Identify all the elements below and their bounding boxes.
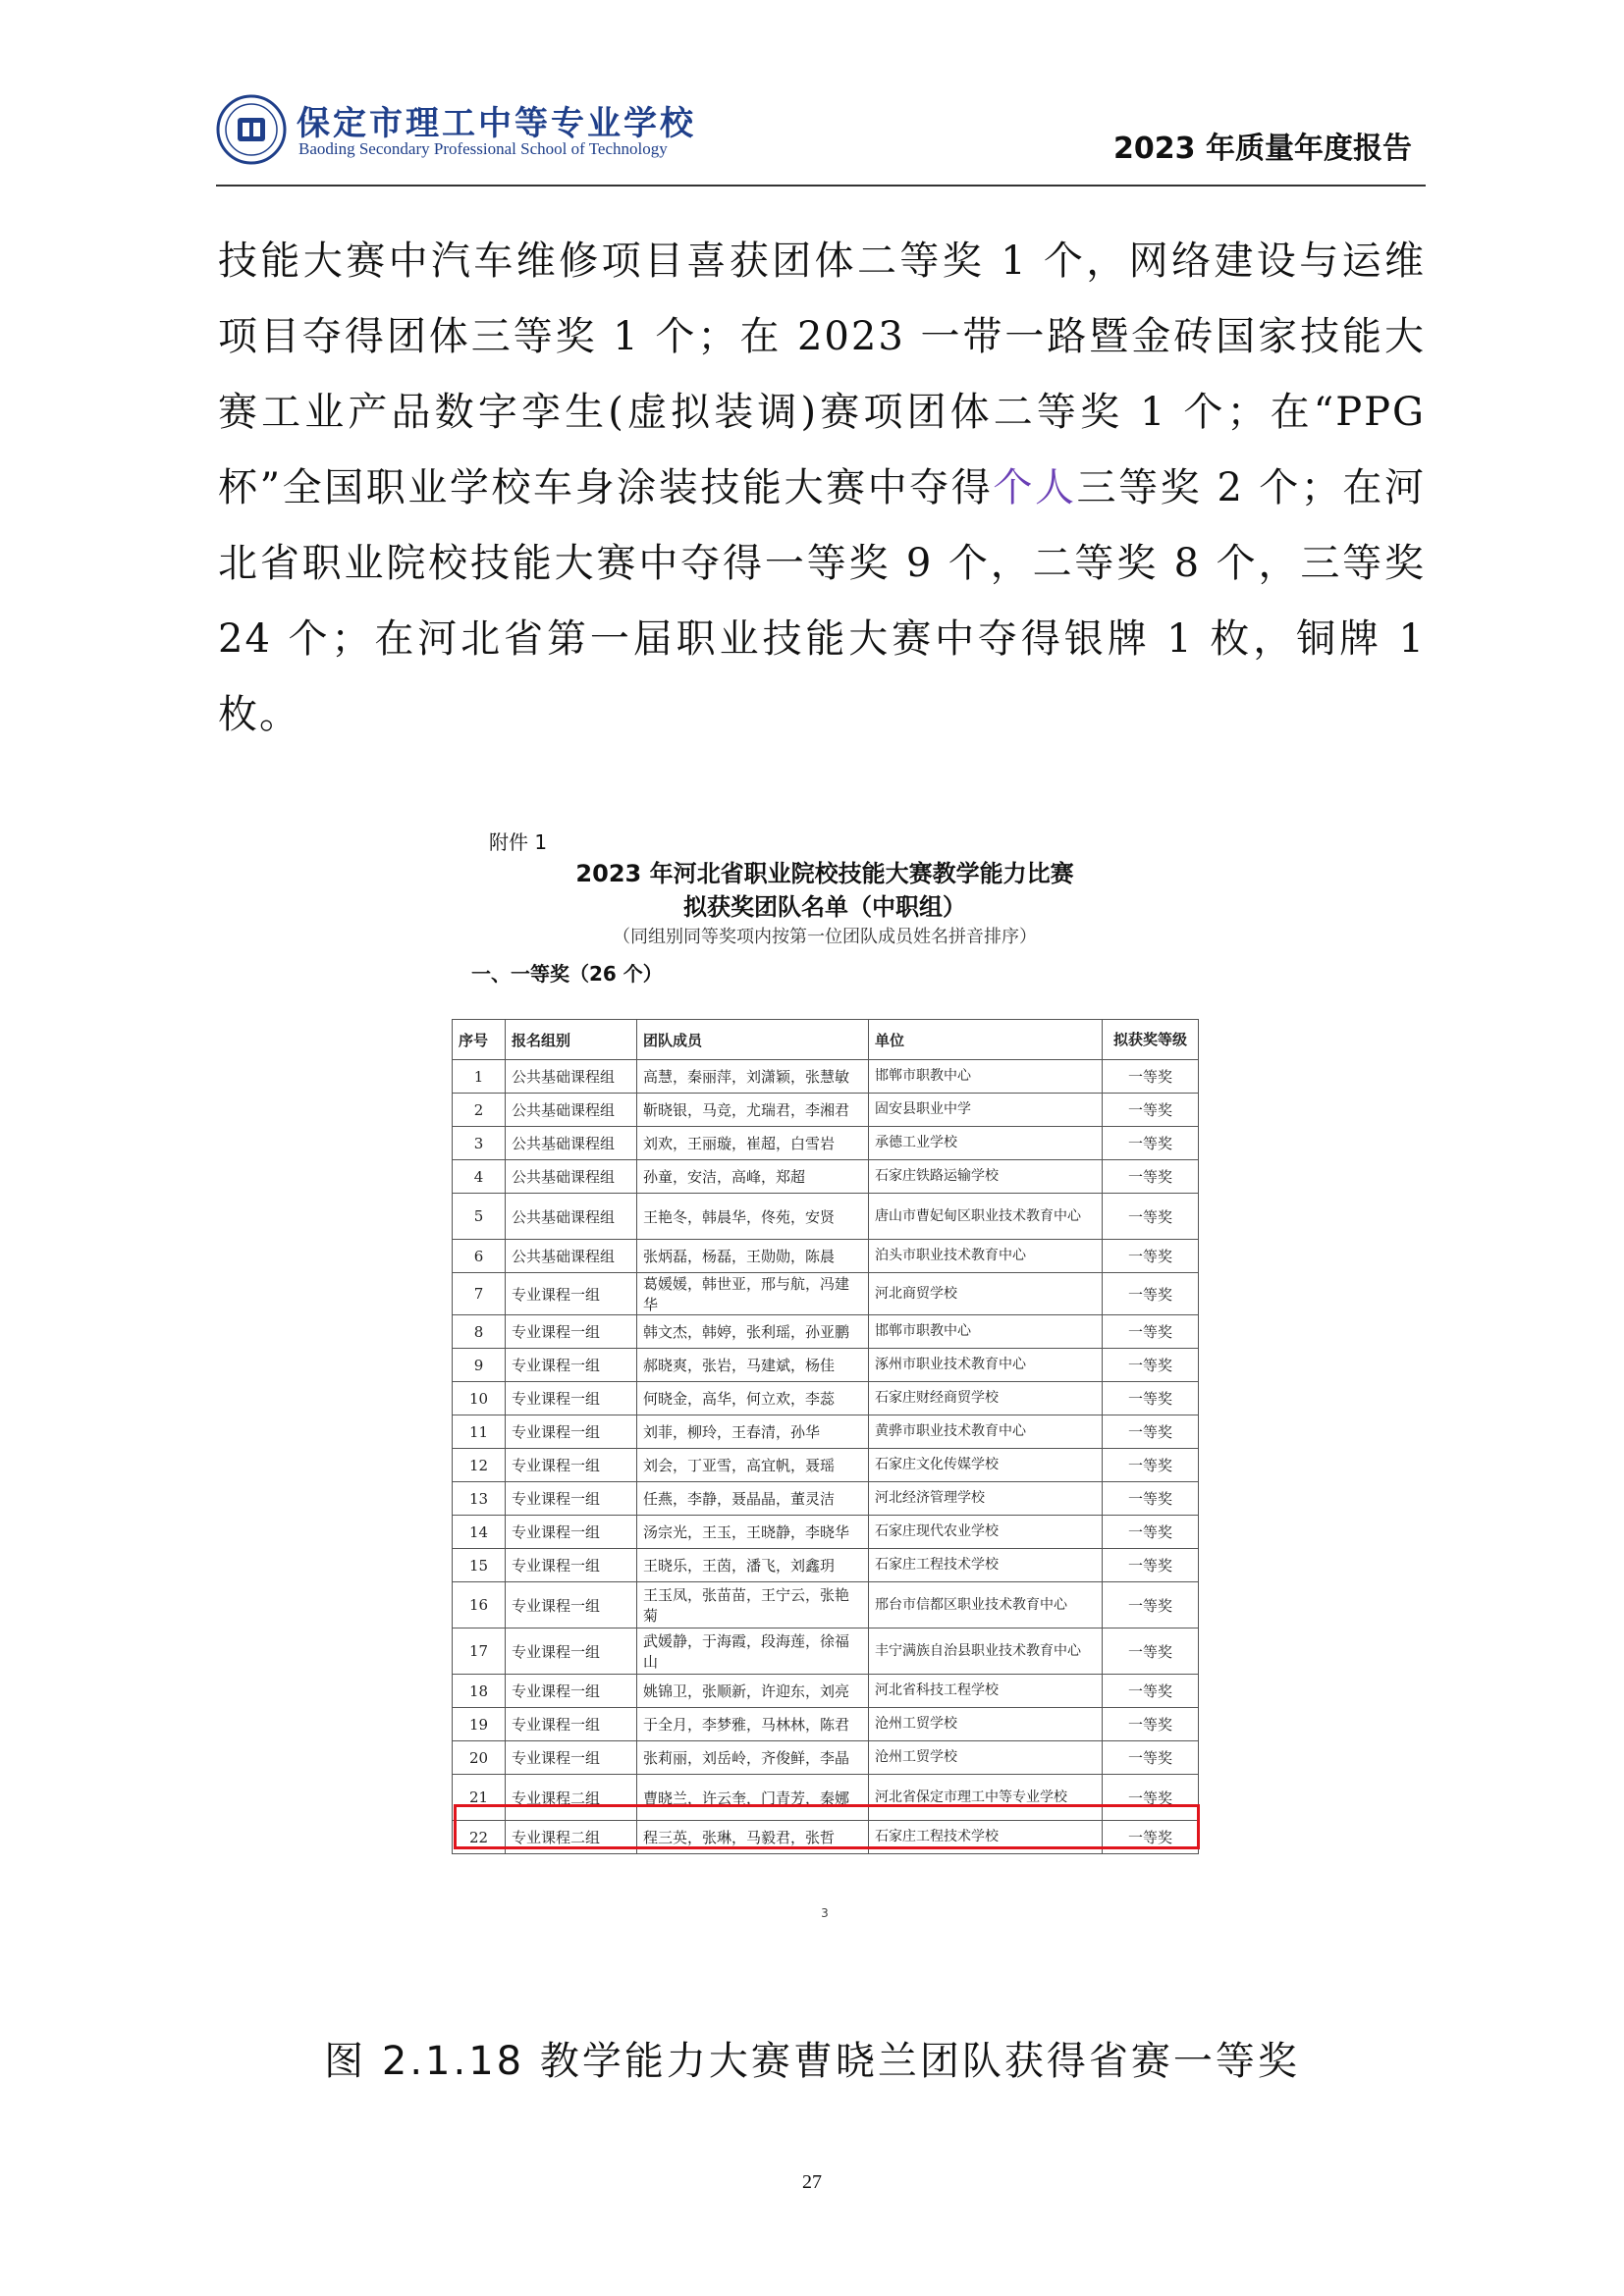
cell-level: 一等奖: [1103, 1160, 1199, 1194]
cell-no: 18: [453, 1675, 506, 1708]
cell-group: 专业课程一组: [506, 1741, 637, 1775]
table-body: [453, 1060, 1199, 1854]
cell-no: 6: [453, 1240, 506, 1273]
cell-unit: 邯郸市职教中心: [869, 1060, 1103, 1094]
cell-members: 郝晓爽，张岩，马建斌，杨佳: [637, 1349, 869, 1382]
cell-no: 10: [453, 1382, 506, 1415]
cell-group: 专业课程一组: [506, 1273, 637, 1315]
cell-members: 程三英，张琳，马毅君，张哲: [637, 1821, 869, 1854]
cell-members: 高慧，秦丽萍，刘潇颖，张慧敏: [637, 1060, 869, 1094]
figure-caption: 图 2.1.18 教学能力大赛曹晓兰团队获得省赛一等奖: [324, 2039, 1300, 2084]
cell-no: 19: [453, 1708, 506, 1741]
cell-unit: 沧州工贸学校: [869, 1708, 1103, 1741]
table-row: [453, 1094, 1199, 1127]
cell-no: 15: [453, 1549, 506, 1582]
cell-members: 靳晓银，马竞，尤瑞君，李湘君: [637, 1094, 869, 1127]
cell-no: 11: [453, 1415, 506, 1449]
cell-level: 一等奖: [1103, 1194, 1199, 1240]
cell-level: 一等奖: [1103, 1060, 1199, 1094]
cell-members: 王晓乐，王茵，潘飞，刘鑫玥: [637, 1549, 869, 1582]
cell-no: 8: [453, 1315, 506, 1349]
table-row: [453, 1675, 1199, 1708]
attachment-note: （同组别同等奖项内按第一位团队成员姓名拼音排序）: [613, 927, 1037, 947]
cell-group: 专业课程一组: [506, 1449, 637, 1482]
cell-group: 专业课程二组: [506, 1775, 637, 1821]
attachment-title-line2: 拟获奖团队名单（中职组）: [683, 893, 966, 921]
table-row: [453, 1160, 1199, 1194]
table-row: [453, 1273, 1199, 1315]
cell-group: 专业课程一组: [506, 1582, 637, 1629]
cell-unit: 邯郸市职教中心: [869, 1315, 1103, 1349]
cell-group: 公共基础课程组: [506, 1127, 637, 1160]
table-row: [453, 1349, 1199, 1382]
body-text-highlight: 个人: [993, 465, 1077, 510]
table-row: [453, 1415, 1199, 1449]
cell-group: 专业课程一组: [506, 1516, 637, 1549]
cell-no: 14: [453, 1516, 506, 1549]
cell-group: 公共基础课程组: [506, 1194, 637, 1240]
cell-level: 一等奖: [1103, 1094, 1199, 1127]
cell-group: 专业课程一组: [506, 1629, 637, 1675]
cell-members: 刘菲，柳玲，王春清，孙华: [637, 1415, 869, 1449]
cell-members: 韩文杰，韩婷，张利瑶，孙亚鹏: [637, 1315, 869, 1349]
cell-level: 一等奖: [1103, 1675, 1199, 1708]
cell-members: 王艳冬，韩晨华，佟苑，安贤: [637, 1194, 869, 1240]
cell-members: 何晓金，高华，何立欢，李蕊: [637, 1382, 869, 1415]
cell-no: 20: [453, 1741, 506, 1775]
cell-level: 一等奖: [1103, 1127, 1199, 1160]
cell-unit: 河北省保定市理工中等专业学校: [869, 1775, 1103, 1821]
cell-unit: 石家庄工程技术学校: [869, 1549, 1103, 1582]
cell-level: 一等奖: [1103, 1315, 1199, 1349]
cell-no: 9: [453, 1349, 506, 1382]
cell-level: 一等奖: [1103, 1549, 1199, 1582]
cell-unit: 石家庄工程技术学校: [869, 1821, 1103, 1854]
cell-unit: 河北省科技工程学校: [869, 1675, 1103, 1708]
cell-group: 专业课程一组: [506, 1675, 637, 1708]
cell-unit: 泊头市职业技术教育中心: [869, 1240, 1103, 1273]
cell-members: 刘欢，王丽璇，崔超，白雪岩: [637, 1127, 869, 1160]
cell-level: 一等奖: [1103, 1349, 1199, 1382]
cell-no: 3: [453, 1127, 506, 1160]
cell-unit: 丰宁满族自治县职业技术教育中心: [869, 1629, 1103, 1675]
cell-unit: 涿州市职业技术教育中心: [869, 1349, 1103, 1382]
cell-no: 7: [453, 1273, 506, 1315]
cell-group: 专业课程一组: [506, 1549, 637, 1582]
cell-level: 一等奖: [1103, 1775, 1199, 1821]
cell-group: 专业课程一组: [506, 1349, 637, 1382]
table-row: [453, 1240, 1199, 1273]
cell-level: 一等奖: [1103, 1821, 1199, 1854]
header-level: 拟获奖等级: [1103, 1020, 1199, 1060]
body-text-part1: 技能大赛中汽车维修项目喜获团体二等奖 1 个，网络建设与运维项目夺得团体三等奖 1 个；在 2023 一带一路暨金砖国家技能大赛工业产品数字孪生(虚拟装调)赛项团体二等奖 1 个；在“PPG 杯”全国职业学校车身涂装技能大赛中夺得: [218, 239, 1426, 510]
report-title: 2023 年质量年度报告: [1113, 132, 1412, 166]
cell-group: 专业课程一组: [506, 1482, 637, 1516]
cell-level: 一等奖: [1103, 1482, 1199, 1516]
header-no: 序号: [453, 1020, 506, 1060]
cell-members: 刘会，丁亚雪，高宜帆，聂瑶: [637, 1449, 869, 1482]
cell-unit: 沧州工贸学校: [869, 1741, 1103, 1775]
cell-members: 葛媛媛，韩世亚，邢与航，冯建华: [637, 1273, 869, 1315]
cell-no: 17: [453, 1629, 506, 1675]
cell-members: 武媛静，于海霞，段海莲，徐福山: [637, 1629, 869, 1675]
awards-table: [452, 1019, 1199, 1854]
cell-no: 16: [453, 1582, 506, 1629]
cell-no: 21: [453, 1775, 506, 1821]
table-row: [453, 1449, 1199, 1482]
cell-unit: 承德工业学校: [869, 1127, 1103, 1160]
cell-members: 于全月，李梦雅，马林林，陈君: [637, 1708, 869, 1741]
school-name-cn: 保定市理工中等专业学校: [297, 104, 696, 143]
table-row: [453, 1708, 1199, 1741]
page-number: 27: [802, 2171, 822, 2193]
cell-no: 13: [453, 1482, 506, 1516]
table-row: [453, 1127, 1199, 1160]
attachment-label: 附件 1: [489, 830, 548, 854]
table-row: [453, 1582, 1199, 1629]
cell-group: 公共基础课程组: [506, 1160, 637, 1194]
table-row: [453, 1516, 1199, 1549]
cell-members: 曹晓兰，许云奎，门青芳，秦娜: [637, 1775, 869, 1821]
highlight-box: [454, 1804, 1200, 1849]
cell-no: 1: [453, 1060, 506, 1094]
table-row: [453, 1060, 1199, 1094]
attachment-page-number: 3: [821, 1906, 829, 1920]
cell-unit: 石家庄铁路运输学校: [869, 1160, 1103, 1194]
cell-no: 12: [453, 1449, 506, 1482]
cell-members: 张莉丽，刘岳岭，齐俊鲜，李晶: [637, 1741, 869, 1775]
cell-members: 姚锦卫，张顺新，许迎东，刘亮: [637, 1675, 869, 1708]
cell-level: 一等奖: [1103, 1240, 1199, 1273]
body-text-part2: 三等奖 2 个；在河北省职业院校技能大赛中夺得一等奖 9 个，二等奖 8 个，三等奖 24 个；在河北省第一届职业技能大赛中夺得银牌 1 枚，铜牌 1 枚。: [218, 465, 1427, 737]
cell-level: 一等奖: [1103, 1273, 1199, 1315]
cell-level: 一等奖: [1103, 1741, 1199, 1775]
attachment-section-heading: 一、一等奖（26 个）: [471, 962, 663, 986]
attachment-title-line1: 2023 年河北省职业院校技能大赛教学能力比赛: [575, 860, 1074, 887]
attachment-figure: [452, 827, 1198, 1926]
page-header: [216, 86, 1426, 185]
cell-group: 专业课程一组: [506, 1415, 637, 1449]
table-row: [453, 1741, 1199, 1775]
cell-members: 孙童，安洁，高峰，郑超: [637, 1160, 869, 1194]
cell-level: 一等奖: [1103, 1415, 1199, 1449]
cell-unit: 河北商贸学校: [869, 1273, 1103, 1315]
cell-group: 公共基础课程组: [506, 1240, 637, 1273]
table-row: [453, 1629, 1199, 1675]
cell-group: 专业课程一组: [506, 1315, 637, 1349]
cell-level: 一等奖: [1103, 1382, 1199, 1415]
table-header-row: [453, 1020, 1199, 1060]
header-unit: 单位: [869, 1020, 1103, 1060]
cell-group: 公共基础课程组: [506, 1094, 637, 1127]
cell-level: 一等奖: [1103, 1629, 1199, 1675]
cell-no: 5: [453, 1194, 506, 1240]
cell-level: 一等奖: [1103, 1708, 1199, 1741]
cell-no: 2: [453, 1094, 506, 1127]
cell-members: 王玉凤，张苗苗，王宁云，张艳菊: [637, 1582, 869, 1629]
cell-unit: 石家庄现代农业学校: [869, 1516, 1103, 1549]
cell-unit: 黄骅市职业技术教育中心: [869, 1415, 1103, 1449]
school-logo-icon: [216, 94, 287, 165]
cell-no: 22: [453, 1821, 506, 1854]
table-row: [453, 1382, 1199, 1415]
table-row: [453, 1482, 1199, 1516]
cell-level: 一等奖: [1103, 1449, 1199, 1482]
school-name-en: Baoding Secondary Professional School of Technology: [298, 139, 668, 158]
cell-unit: 固安县职业中学: [869, 1094, 1103, 1127]
cell-members: 汤宗光，王玉，王晓静，李晓华: [637, 1516, 869, 1549]
header-divider: [216, 185, 1426, 187]
cell-level: 一等奖: [1103, 1516, 1199, 1549]
cell-no: 4: [453, 1160, 506, 1194]
cell-unit: 石家庄文化传媒学校: [869, 1449, 1103, 1482]
cell-level: 一等奖: [1103, 1582, 1199, 1629]
body-paragraph: [218, 224, 1426, 753]
cell-group: 专业课程一组: [506, 1708, 637, 1741]
table-row: [453, 1315, 1199, 1349]
cell-members: 任燕，李静，聂晶晶，董灵洁: [637, 1482, 869, 1516]
cell-group: 专业课程二组: [506, 1821, 637, 1854]
cell-group: 公共基础课程组: [506, 1060, 637, 1094]
cell-unit: 河北经济管理学校: [869, 1482, 1103, 1516]
cell-group: 专业课程一组: [506, 1382, 637, 1415]
cell-members: 张炳磊，杨磊，王勋勋，陈晨: [637, 1240, 869, 1273]
cell-unit: 邢台市信都区职业技术教育中心: [869, 1582, 1103, 1629]
table-row: [453, 1194, 1199, 1240]
cell-unit: 石家庄财经商贸学校: [869, 1382, 1103, 1415]
cell-unit: 唐山市曹妃甸区职业技术教育中心: [869, 1194, 1103, 1240]
header-members: 团队成员: [637, 1020, 869, 1060]
table-row: [453, 1549, 1199, 1582]
header-group: 报名组别: [506, 1020, 637, 1060]
